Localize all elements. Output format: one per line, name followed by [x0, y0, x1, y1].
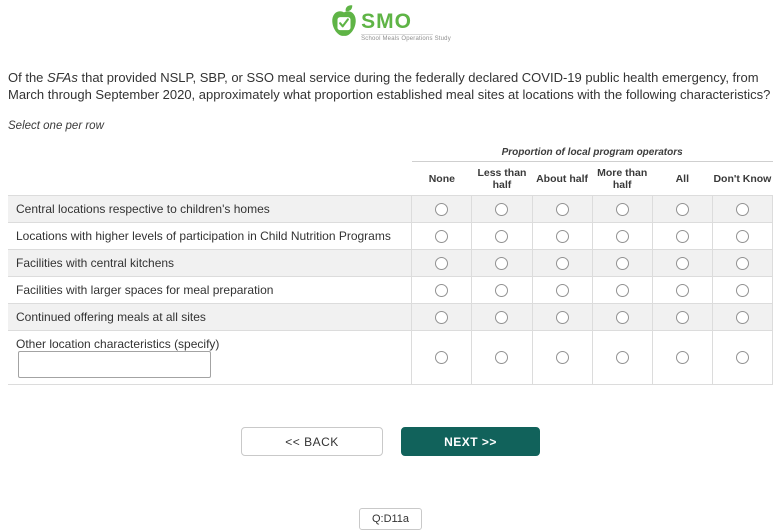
- radio-button[interactable]: [435, 230, 448, 243]
- radio-button[interactable]: [736, 311, 749, 324]
- radio-cell[interactable]: [412, 196, 472, 223]
- radio-cell[interactable]: [712, 223, 772, 250]
- radio-cell[interactable]: [412, 223, 472, 250]
- app-logo: [0, 0, 781, 40]
- column-header: All: [675, 173, 689, 186]
- row-label: Locations with higher levels of participation in Child Nutrition Programs: [8, 223, 412, 250]
- radio-button[interactable]: [435, 311, 448, 324]
- radio-button[interactable]: [435, 351, 448, 364]
- radio-button[interactable]: [676, 203, 689, 216]
- radio-button[interactable]: [435, 257, 448, 270]
- table-row: [8, 223, 773, 250]
- radio-button[interactable]: [495, 351, 508, 364]
- radio-button[interactable]: [676, 311, 689, 324]
- column-header: Don't Know: [713, 173, 772, 186]
- radio-cell[interactable]: [652, 250, 712, 277]
- radio-button[interactable]: [495, 230, 508, 243]
- radio-button[interactable]: [495, 284, 508, 297]
- radio-cell[interactable]: [472, 304, 532, 331]
- radio-button[interactable]: [616, 203, 629, 216]
- radio-button[interactable]: [736, 284, 749, 297]
- radio-cell[interactable]: [412, 304, 472, 331]
- radio-button[interactable]: [495, 311, 508, 324]
- radio-button[interactable]: [556, 230, 569, 243]
- radio-cell[interactable]: [652, 304, 712, 331]
- radio-cell[interactable]: [532, 196, 592, 223]
- column-header: None: [428, 173, 455, 186]
- radio-cell[interactable]: [592, 331, 652, 385]
- radio-button[interactable]: [495, 203, 508, 216]
- group-header-row: [8, 145, 773, 162]
- radio-button[interactable]: [556, 284, 569, 297]
- table-row: [8, 196, 773, 223]
- column-header: Less than half: [477, 167, 527, 192]
- radio-cell[interactable]: [472, 223, 532, 250]
- radio-button[interactable]: [676, 351, 689, 364]
- radio-button[interactable]: [556, 257, 569, 270]
- radio-cell[interactable]: [472, 250, 532, 277]
- question-italic-term: SFAs: [47, 70, 78, 85]
- radio-button[interactable]: [556, 203, 569, 216]
- radio-button[interactable]: [676, 284, 689, 297]
- radio-cell[interactable]: [592, 223, 652, 250]
- back-button[interactable]: << BACK: [241, 427, 383, 456]
- radio-cell[interactable]: [592, 304, 652, 331]
- radio-cell[interactable]: [532, 304, 592, 331]
- radio-button[interactable]: [616, 311, 629, 324]
- radio-button[interactable]: [616, 284, 629, 297]
- question-text: Of the SFAs that provided NSLP, SBP, or SSO meal service during the federally declared COVID-19 public health emergency, from March through September 2020, approximately what proportion established meal sites at locations with the following characteristics?: [8, 70, 771, 102]
- radio-cell[interactable]: [652, 331, 712, 385]
- logo-divider: [361, 34, 433, 35]
- brand-subtitle: School Meals Operations Study: [361, 36, 451, 42]
- other-specify-input[interactable]: [18, 351, 211, 378]
- radio-cell[interactable]: [652, 277, 712, 304]
- radio-cell[interactable]: [472, 196, 532, 223]
- column-header: More than half: [597, 167, 648, 192]
- row-label: Other location characteristics (specify): [8, 331, 412, 385]
- response-matrix: [8, 145, 773, 385]
- radio-button[interactable]: [616, 230, 629, 243]
- brand-name: SMO: [361, 10, 412, 33]
- column-header: About half: [536, 173, 588, 186]
- radio-button[interactable]: [616, 351, 629, 364]
- radio-cell[interactable]: [712, 331, 772, 385]
- radio-button[interactable]: [495, 257, 508, 270]
- radio-cell[interactable]: [712, 250, 772, 277]
- radio-button[interactable]: [736, 351, 749, 364]
- radio-cell[interactable]: [712, 277, 772, 304]
- radio-cell[interactable]: [712, 196, 772, 223]
- matrix-body: [8, 196, 773, 385]
- radio-button[interactable]: [556, 311, 569, 324]
- radio-cell[interactable]: [712, 304, 772, 331]
- apple-checkmark-icon: [330, 5, 358, 43]
- radio-cell[interactable]: [592, 196, 652, 223]
- radio-cell[interactable]: [532, 331, 592, 385]
- table-row: [8, 250, 773, 277]
- nav-buttons: [0, 427, 781, 456]
- row-label: Facilities with larger spaces for meal preparation: [8, 277, 412, 304]
- radio-button[interactable]: [736, 230, 749, 243]
- table-row: [8, 277, 773, 304]
- row-label: Facilities with central kitchens: [8, 250, 412, 277]
- corner-cell: [8, 162, 412, 196]
- radio-cell[interactable]: [532, 223, 592, 250]
- radio-button[interactable]: [556, 351, 569, 364]
- radio-button[interactable]: [676, 230, 689, 243]
- row-label: Central locations respective to children's homes: [8, 196, 412, 223]
- radio-cell[interactable]: [472, 331, 532, 385]
- instruction-text: Select one per row: [8, 120, 104, 133]
- radio-cell[interactable]: [412, 250, 472, 277]
- group-header: Proportion of local program operators: [412, 145, 773, 162]
- next-button[interactable]: NEXT >>: [401, 427, 540, 456]
- radio-cell[interactable]: [412, 331, 472, 385]
- radio-cell[interactable]: [532, 250, 592, 277]
- radio-cell[interactable]: [652, 196, 712, 223]
- radio-cell[interactable]: [652, 223, 712, 250]
- radio-button[interactable]: [676, 257, 689, 270]
- radio-button[interactable]: [736, 203, 749, 216]
- radio-cell[interactable]: [532, 277, 592, 304]
- radio-button[interactable]: [435, 203, 448, 216]
- radio-button[interactable]: [435, 284, 448, 297]
- radio-button[interactable]: [616, 257, 629, 270]
- radio-cell[interactable]: [592, 250, 652, 277]
- table-row: [8, 331, 773, 385]
- corner-cell: [8, 145, 412, 162]
- radio-cell[interactable]: [592, 277, 652, 304]
- radio-cell[interactable]: [472, 277, 532, 304]
- column-header-row: [8, 162, 773, 196]
- radio-cell[interactable]: [412, 277, 472, 304]
- radio-button[interactable]: [736, 257, 749, 270]
- table-row: [8, 304, 773, 331]
- question-id-badge: Q:D11a: [359, 508, 422, 530]
- row-label: Continued offering meals at all sites: [8, 304, 412, 331]
